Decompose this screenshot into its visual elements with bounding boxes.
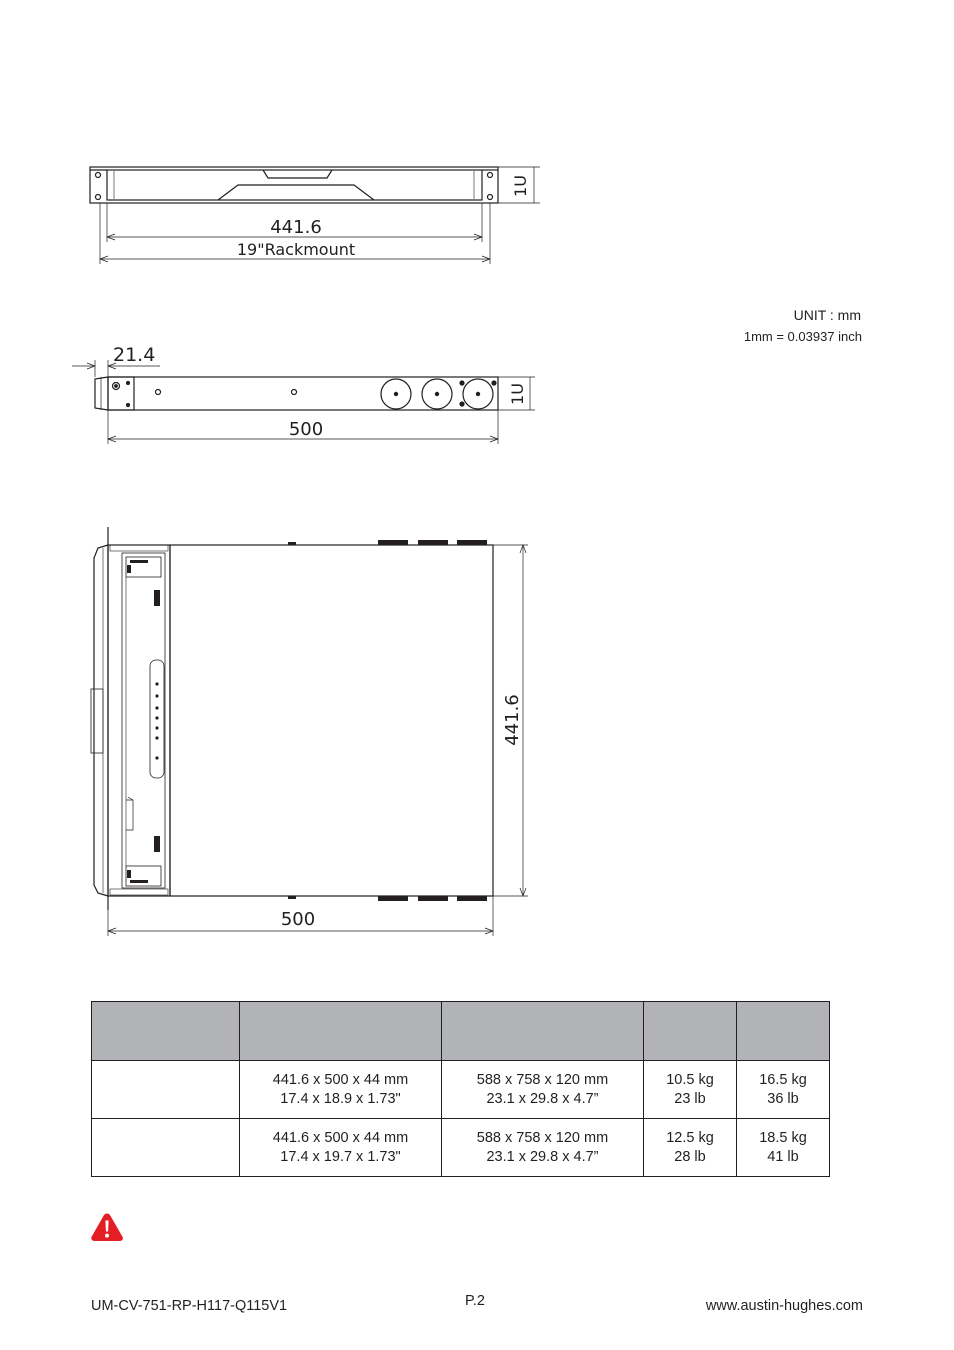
front-width-label: 441.6 <box>270 217 322 238</box>
cell-line: 23 lb <box>674 1090 706 1107</box>
cell-line: 17.4 x 19.7 x 1.73" <box>280 1148 401 1165</box>
cell-model <box>92 1119 240 1177</box>
cell-line: 12.5 kg <box>666 1129 714 1146</box>
header-gross-weight <box>737 1002 830 1061</box>
cell-carton <box>442 1119 644 1177</box>
warning-icon <box>90 1212 124 1242</box>
cell-line: 41 lb <box>767 1148 799 1165</box>
front-height-label: 1U <box>511 175 530 197</box>
cell-gross-weight <box>737 1061 830 1119</box>
header-model <box>92 1002 240 1061</box>
cell-model <box>92 1061 240 1119</box>
cell-dimension <box>240 1119 442 1177</box>
cell-line: 17.4 x 18.9 x 1.73" <box>280 1090 401 1107</box>
website-link[interactable]: www.austin-hughes.com <box>705 1298 863 1314</box>
spec-table-header <box>92 1002 830 1061</box>
header-net-weight <box>644 1002 737 1061</box>
front-rackmount-label: 19"Rackmount <box>236 240 356 259</box>
side-depth-label: 500 <box>288 419 324 440</box>
doc-id: UM-CV-751-RP-H117-Q115V1 <box>91 1298 288 1314</box>
table-row <box>92 1061 830 1119</box>
cell-carton <box>442 1061 644 1119</box>
cell-line: 28 lb <box>674 1148 706 1165</box>
cell-line: 441.6 x 500 x 44 mm <box>272 1129 409 1146</box>
side-height-label: 1U <box>508 383 527 405</box>
top-view <box>91 527 528 936</box>
side-offset-label: 21.4 <box>113 344 156 366</box>
cell-line: 588 x 758 x 120 mm <box>476 1071 609 1088</box>
cell-line: 10.5 kg <box>666 1071 714 1088</box>
cell-line: 441.6 x 500 x 44 mm <box>272 1071 409 1088</box>
cell-line: 16.5 kg <box>759 1071 807 1088</box>
spec-table <box>91 1001 830 1177</box>
top-view-hatches <box>127 540 487 901</box>
unit-conversion: 1mm = 0.03937 inch <box>743 329 862 344</box>
top-depth-label: 500 <box>280 909 316 930</box>
top-width-label: 441.6 <box>502 694 523 746</box>
cell-dimension <box>240 1061 442 1119</box>
header-carton <box>442 1002 644 1061</box>
cell-line: 18.5 kg <box>759 1129 807 1146</box>
cell-gross-weight <box>737 1119 830 1177</box>
unit-label: UNIT : mm <box>793 307 861 323</box>
cell-line: 588 x 758 x 120 mm <box>476 1129 609 1146</box>
cell-line: 36 lb <box>767 1090 799 1107</box>
cell-net-weight <box>644 1061 737 1119</box>
header-dimension <box>240 1002 442 1061</box>
cell-line: 23.1 x 29.8 x 4.7” <box>486 1148 599 1165</box>
page-number: P.2 <box>465 1293 485 1309</box>
table-row <box>92 1119 830 1177</box>
cell-net-weight <box>644 1119 737 1177</box>
cell-line: 23.1 x 29.8 x 4.7” <box>486 1090 599 1107</box>
